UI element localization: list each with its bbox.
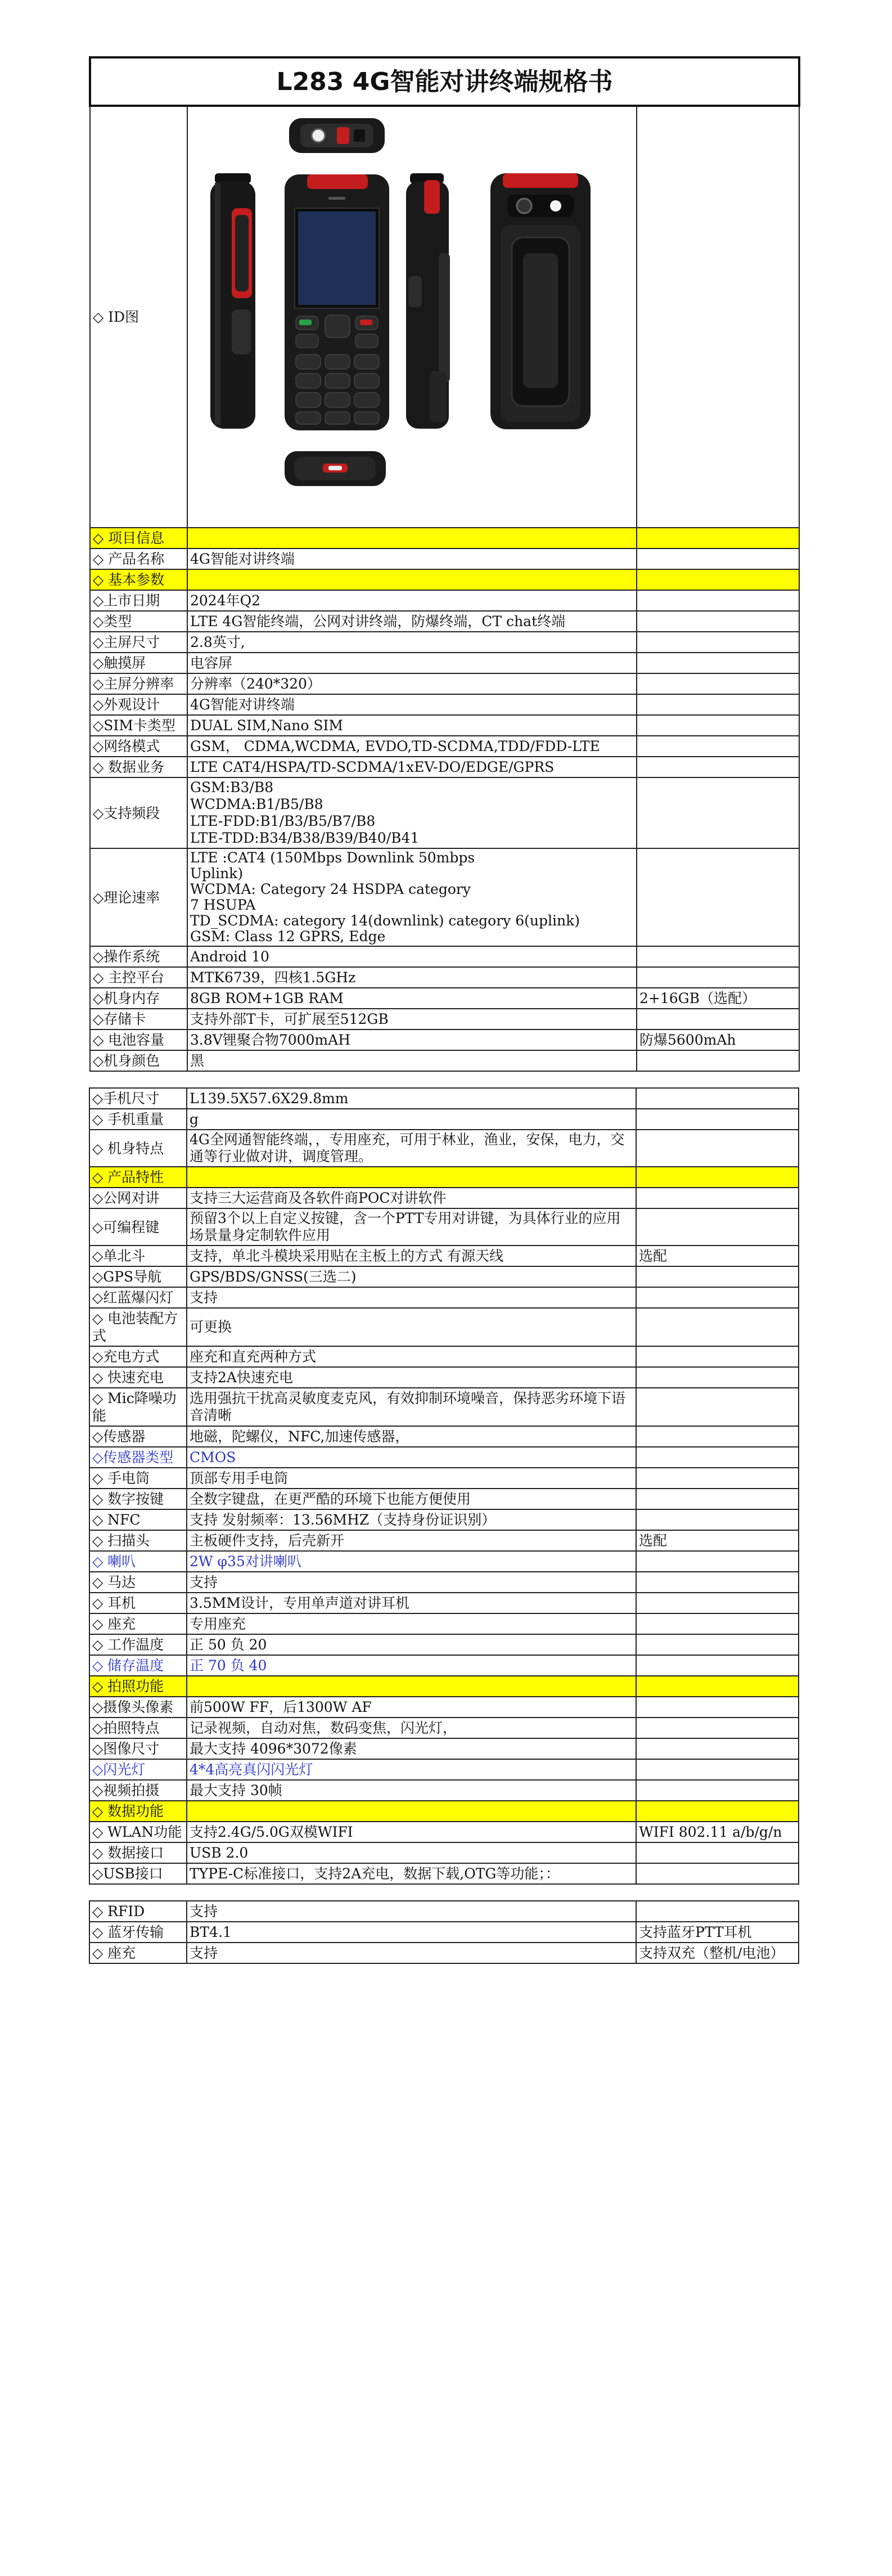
spec-label: ◇摄像头像素 <box>89 1697 187 1718</box>
spec-row <box>90 715 799 736</box>
spec-label: ◇网络模式 <box>90 736 187 757</box>
spec-value: 4*4高亮真闪闪光灯 <box>187 1759 636 1780</box>
spec-row <box>90 549 799 569</box>
spec-row <box>89 1613 799 1634</box>
spec-note <box>636 1759 799 1780</box>
spec-label: ◇SIM卡类型 <box>90 715 187 736</box>
spec-label: ◇闪光灯 <box>89 1759 187 1780</box>
spec-value: GSM， CDMA,WCDMA, EVDO,TD-SCDMA,TDD/FDD-LTE <box>187 736 637 757</box>
spec-note: 选配 <box>636 1246 799 1266</box>
spec-value: 专用座充 <box>187 1613 636 1634</box>
spec-label: ◇主屏分辨率 <box>90 673 187 694</box>
spec-value: 座充和直充两种方式 <box>187 1346 636 1367</box>
spec-value: USB 2.0 <box>187 1842 636 1863</box>
spec-label: ◇ 手电筒 <box>89 1468 187 1489</box>
spec-row <box>90 653 799 673</box>
spec-label: ◇ Mic降噪功能 <box>89 1388 187 1426</box>
cell-line: Uplink) <box>190 865 244 882</box>
spec-note <box>636 1718 799 1738</box>
spec-value: 记录视频，自动对焦，数码变焦，闪光灯， <box>187 1718 636 1738</box>
spec-label: ◇USB接口 <box>89 1863 187 1884</box>
spec-row <box>90 1009 799 1029</box>
spec-note <box>637 549 799 569</box>
device-images <box>187 106 637 528</box>
spec-label: ◇手机尺寸 <box>89 1088 187 1109</box>
spec-note <box>636 1287 799 1308</box>
spec-note <box>636 1697 799 1718</box>
spec-row <box>90 694 799 715</box>
spec-note <box>637 673 799 694</box>
section-project: ◇ 项目信息 <box>90 528 187 549</box>
spec-label: ◇公网对讲 <box>89 1188 187 1208</box>
spec-row <box>89 1842 799 1863</box>
spec-note <box>637 757 799 777</box>
spec-row <box>89 1468 799 1489</box>
spec-note <box>637 967 799 988</box>
spec-value: 4G智能对讲终端 <box>187 549 637 569</box>
spec-note <box>637 1050 799 1071</box>
spec-label: ◇ RFID <box>89 1901 187 1922</box>
device-top-view <box>289 118 385 153</box>
spec-row <box>90 1029 799 1050</box>
spec-value: 选用强抗干扰高灵敏度麦克风，有效抑制环境噪音，保持恶劣环境下语音清晰 <box>187 1388 636 1426</box>
spec-row <box>89 1208 799 1246</box>
spec-row <box>89 1447 799 1468</box>
spec-value: 2.8英寸, <box>187 632 637 653</box>
spec-row <box>89 1287 799 1308</box>
spec-row <box>89 1718 799 1738</box>
spec-label: ◇操作系统 <box>90 946 187 967</box>
spec-label: ◇ 机身特点 <box>89 1130 187 1167</box>
spec-label: ◇存储卡 <box>90 1009 187 1029</box>
spec-value: GPS/BDS/GNSS(三选二) <box>187 1266 636 1287</box>
spec-label: ◇机身颜色 <box>90 1050 187 1071</box>
cell-line: LTE-FDD:B1/B3/B5/B7/B8 <box>190 813 376 829</box>
spec-note <box>637 590 799 611</box>
spec-row <box>89 1530 799 1551</box>
spec-value: LTE CAT4/HSPA/TD-SCDMA/1xEV-DO/EDGE/GPRS <box>187 757 637 777</box>
spec-value: CMOS <box>187 1447 636 1468</box>
spec-note: 防爆5600mAh <box>637 1029 799 1050</box>
spec-note <box>636 1130 799 1167</box>
bands-label: ◇支持频段 <box>90 777 187 848</box>
bands-value <box>187 777 637 848</box>
spec-value: 全数字键盘，在更严酷的环境下也能方便使用 <box>187 1489 636 1509</box>
spec-row <box>89 1367 799 1388</box>
spec-row <box>89 1863 799 1884</box>
spec-note <box>636 1388 799 1426</box>
spec-label: ◇ 喇叭 <box>89 1551 187 1572</box>
spec-row <box>90 632 799 653</box>
spec-value: 最大支持 4096*3072像素 <box>187 1738 636 1759</box>
spec-value: g <box>187 1109 636 1130</box>
camera-rows <box>89 1697 799 1801</box>
cell-line: WCDMA:B1/B5/B8 <box>190 796 323 812</box>
spec-note <box>636 1634 799 1655</box>
spec-note <box>637 653 799 673</box>
spec-row <box>90 988 799 1009</box>
cell-line: LTE-TDD:B34/B38/B39/B40/B41 <box>190 830 420 846</box>
spec-row <box>89 1697 799 1718</box>
spec-label: ◇充电方式 <box>89 1346 187 1367</box>
spec-note <box>637 632 799 653</box>
feature-rows <box>89 1188 799 1676</box>
section-basic: ◇ 基本参数 <box>90 569 187 590</box>
spec-note <box>636 1109 799 1130</box>
spec-row <box>89 1943 799 1963</box>
cell-line: GSM: Class 12 GPRS, Edge <box>190 928 386 945</box>
spec-table-features <box>89 1087 799 1885</box>
spec-label: ◇ 电池容量 <box>90 1029 187 1050</box>
spec-value: Android 10 <box>187 946 637 967</box>
spec-row <box>89 1922 799 1943</box>
spec-value: DUAL SIM,Nano SIM <box>187 715 637 736</box>
cell-line: GSM:B3/B8 <box>190 779 274 795</box>
product-rows <box>90 549 799 569</box>
spec-note <box>636 1426 799 1447</box>
section-features: ◇ 产品特性 <box>89 1167 187 1188</box>
spec-value: LTE 4G智能终端，公网对讲终端，防爆终端，CT chat终端 <box>187 611 637 632</box>
spec-note <box>636 1468 799 1489</box>
cell-line: LTE :CAT4 (150Mbps Downlink 50mbps <box>190 849 475 866</box>
spec-value: 支持2A快速充电 <box>187 1367 636 1388</box>
spec-row <box>89 1551 799 1572</box>
page-title: L283 4G智能对讲终端规格书 <box>90 57 799 106</box>
spec-label: ◇ 数据业务 <box>90 757 187 777</box>
basic-rows-2 <box>90 946 799 1071</box>
spec-row <box>89 1388 799 1426</box>
spec-value: 支持三大运营商及各软件商POC对讲软件 <box>187 1188 636 1208</box>
spec-row <box>89 1246 799 1266</box>
spec-note <box>637 946 799 967</box>
cell-line: WCDMA: Category 24 HSDPA category <box>190 881 471 897</box>
spec-value: 3.8V锂聚合物7000mAH <box>187 1029 637 1050</box>
spec-note <box>636 1655 799 1676</box>
cell-line: TD_SCDMA: category 14(downlink) category 6(uplink) <box>190 912 580 929</box>
spec-row <box>89 1308 799 1346</box>
spec-row <box>89 1655 799 1676</box>
spec-row <box>89 1426 799 1447</box>
spec-value: 前500W FF，后1300W AF <box>187 1697 636 1718</box>
spec-value: 4G全网通智能终端，，专用座充，可用于林业，渔业，安保，电力，交通等行业做对讲，调度管理。 <box>187 1130 636 1167</box>
spec-row <box>89 1901 799 1922</box>
spec-note <box>636 1308 799 1346</box>
spec-note: 2+16GB（选配） <box>637 988 799 1009</box>
basic-rows <box>90 590 799 777</box>
speed-value <box>187 848 637 946</box>
spec-note <box>636 1346 799 1367</box>
spec-note <box>636 1551 799 1572</box>
spec-value: 4G智能对讲终端 <box>187 694 637 715</box>
spec-value: BT4.1 <box>187 1922 636 1943</box>
spec-value: L139.5X57.6X29.8mm <box>187 1088 636 1109</box>
spec-row <box>89 1130 799 1167</box>
spec-note <box>636 1188 799 1208</box>
spec-label: ◇ 耳机 <box>89 1593 187 1613</box>
spec-note: 支持蓝牙PTT耳机 <box>636 1922 799 1943</box>
spec-value: 主板硬件支持，后壳新开 <box>187 1530 636 1551</box>
spec-value: 地磁，陀螺仪，NFC,加速传感器， <box>187 1426 636 1447</box>
device-right-side-view <box>406 173 450 429</box>
spec-label: ◇拍照特点 <box>89 1718 187 1738</box>
spec-label: ◇单北斗 <box>89 1246 187 1266</box>
extra-rows <box>89 1901 799 1963</box>
spec-label: ◇ 数据接口 <box>89 1842 187 1863</box>
spec-row <box>89 1759 799 1780</box>
spec-label: ◇可编程键 <box>89 1208 187 1246</box>
spec-value: 支持外部T卡，可扩展至512GB <box>187 1009 637 1029</box>
spec-label: ◇ 座充 <box>89 1943 187 1963</box>
spec-label: ◇GPS导航 <box>89 1266 187 1287</box>
spec-value: 2024年Q2 <box>187 590 637 611</box>
spec-table-main <box>89 56 800 1072</box>
spec-label: ◇图像尺寸 <box>89 1738 187 1759</box>
spec-label: ◇ 手机重量 <box>89 1109 187 1130</box>
spec-row <box>89 1822 799 1842</box>
spec-value: 支持 <box>187 1287 636 1308</box>
spec-note <box>636 1593 799 1613</box>
spec-value: 支持 发射频率：13.56MHZ（支持身份证识别） <box>187 1509 636 1530</box>
spec-note <box>637 715 799 736</box>
spec-value: 预留3个以上自定义按键，含一个PTT专用对讲键，为具体行业的应用场景量身定制软件应用 <box>187 1208 636 1246</box>
spec-note <box>636 1489 799 1509</box>
spec-label: ◇类型 <box>90 611 187 632</box>
spec-row <box>90 736 799 757</box>
spec-note <box>636 1367 799 1388</box>
spec-label: ◇ NFC <box>89 1509 187 1530</box>
spec-value: 支持2.4G/5.0G双模WIFI <box>187 1822 636 1842</box>
spec-row <box>90 1050 799 1071</box>
spec-label: ◇ 座充 <box>89 1613 187 1634</box>
spec-value: 支持 <box>187 1943 636 1963</box>
spec-note <box>636 1447 799 1468</box>
section-camera: ◇ 拍照功能 <box>89 1676 187 1697</box>
spec-label: ◇ 蓝牙传输 <box>89 1922 187 1943</box>
section-data: ◇ 数据功能 <box>89 1801 187 1822</box>
device-front-view <box>285 174 389 430</box>
spec-note <box>636 1901 799 1922</box>
spec-label: ◇ 电池装配方式 <box>89 1308 187 1346</box>
spec-note <box>636 1088 799 1109</box>
spec-label: ◇ 马达 <box>89 1572 187 1593</box>
spec-value: MTK6739，四核1.5GHz <box>187 967 637 988</box>
spec-value: 支持，单北斗模块采用贴在主板上的方式 有源天线 <box>187 1246 636 1266</box>
spec-row <box>89 1109 799 1130</box>
spec-label: ◇上市日期 <box>90 590 187 611</box>
spec-row <box>90 673 799 694</box>
id-label: ◇ ID图 <box>90 106 187 528</box>
spec-value: 正 50 负 20 <box>187 1634 636 1655</box>
spec-value: TYPE-C标准接口，支持2A充电，数据下载,OTG等功能；： <box>187 1863 636 1884</box>
spec-row <box>89 1346 799 1367</box>
spec-label: ◇传感器类型 <box>89 1447 187 1468</box>
spec-row <box>89 1489 799 1509</box>
spec-label: ◇ 快速充电 <box>89 1367 187 1388</box>
speed-label: ◇理论速率 <box>90 848 187 946</box>
spec-row <box>89 1188 799 1208</box>
spec-label: ◇传感器 <box>89 1426 187 1447</box>
spec-label: ◇ 储存温度 <box>89 1655 187 1676</box>
spec-label: ◇视频拍摄 <box>89 1780 187 1801</box>
spec-note <box>637 736 799 757</box>
spec-label: ◇ WLAN功能 <box>89 1822 187 1842</box>
id-note <box>637 106 799 528</box>
spec-value: 正 70 负 40 <box>187 1655 636 1676</box>
spec-note: WIFI 802.11 a/b/g/n <box>636 1822 799 1842</box>
spec-value: 电容屏 <box>187 653 637 673</box>
spec-note <box>636 1863 799 1884</box>
spec-sheet <box>89 56 798 1964</box>
cell-line: 7 HSUPA <box>190 897 256 913</box>
spec-row <box>89 1738 799 1759</box>
spec-note <box>637 694 799 715</box>
spec-value: 黑 <box>187 1050 637 1071</box>
spec-note <box>636 1266 799 1287</box>
device-left-side-view <box>210 173 255 429</box>
spec-value: 支持 <box>187 1901 636 1922</box>
spec-row <box>89 1266 799 1287</box>
spec-note <box>637 1009 799 1029</box>
spec-value: 3.5MM设计，专用单声道对讲耳机 <box>187 1593 636 1613</box>
spec-value: 顶部专用手电筒 <box>187 1468 636 1489</box>
data-rows <box>89 1822 799 1884</box>
physical-rows <box>89 1088 799 1167</box>
device-illustration <box>188 107 637 523</box>
spec-value: 2W φ35对讲喇叭 <box>187 1551 636 1572</box>
spec-note <box>637 611 799 632</box>
spec-value: 8GB ROM+1GB RAM <box>187 988 637 1009</box>
spec-label: ◇外观设计 <box>90 694 187 715</box>
spec-table-extra <box>89 1900 799 1964</box>
spec-note <box>636 1780 799 1801</box>
spec-note: 支持双充（整机/电池） <box>636 1943 799 1963</box>
spec-value: 分辨率（240*320） <box>187 673 637 694</box>
spec-row <box>90 590 799 611</box>
spec-row <box>89 1088 799 1109</box>
spec-label: ◇ 数字按键 <box>89 1489 187 1509</box>
spec-row <box>89 1634 799 1655</box>
spec-note <box>636 1208 799 1246</box>
spec-row <box>90 967 799 988</box>
spec-label: ◇ 产品名称 <box>90 549 187 569</box>
spec-note <box>636 1738 799 1759</box>
spec-label: ◇机身内存 <box>90 988 187 1009</box>
spec-note <box>636 1509 799 1530</box>
spec-note <box>636 1842 799 1863</box>
spec-row <box>89 1780 799 1801</box>
spec-label: ◇ 扫描头 <box>89 1530 187 1551</box>
spec-row <box>90 611 799 632</box>
spec-value: 支持 <box>187 1572 636 1593</box>
spec-label: ◇主屏尺寸 <box>90 632 187 653</box>
spec-value: 最大支持 30帧 <box>187 1780 636 1801</box>
device-back-view <box>490 173 591 429</box>
spec-label: ◇红蓝爆闪灯 <box>89 1287 187 1308</box>
spec-row <box>89 1572 799 1593</box>
spec-label: ◇ 主控平台 <box>90 967 187 988</box>
device-bottom-view <box>285 451 386 486</box>
spec-row <box>90 757 799 777</box>
spec-row <box>89 1593 799 1613</box>
spec-value: 可更换 <box>187 1308 636 1346</box>
spec-note <box>636 1613 799 1634</box>
spec-note <box>636 1572 799 1593</box>
spec-note: 选配 <box>636 1530 799 1551</box>
spec-label: ◇ 工作温度 <box>89 1634 187 1655</box>
spec-row <box>89 1509 799 1530</box>
spec-row <box>90 946 799 967</box>
spec-label: ◇触摸屏 <box>90 653 187 673</box>
